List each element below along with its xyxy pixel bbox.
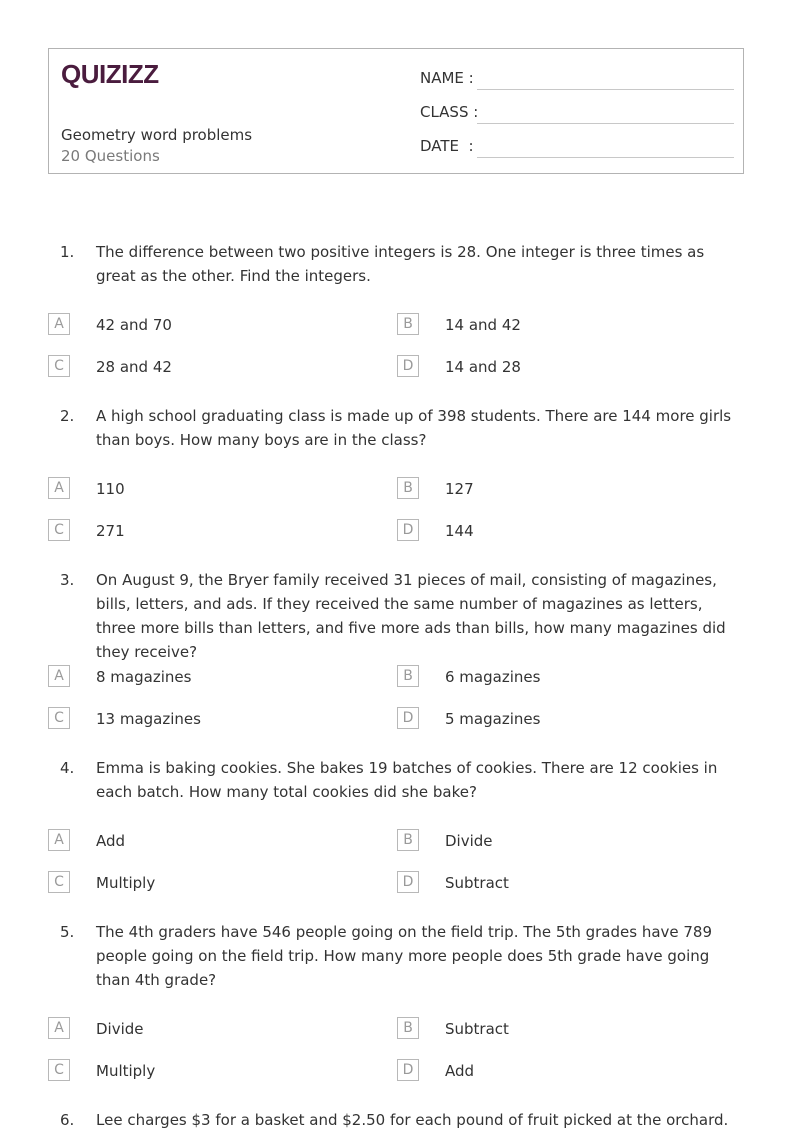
question-number: 3. — [60, 571, 75, 589]
date-field[interactable] — [420, 134, 734, 158]
name-label: NAME : — [420, 69, 474, 87]
option-letter-box: B — [397, 313, 419, 335]
option-text: 28 and 42 — [96, 358, 172, 376]
option-letter-box: C — [48, 1059, 70, 1081]
option-text: Multiply — [96, 874, 156, 892]
option-text: 127 — [445, 480, 474, 498]
option-text: 42 and 70 — [96, 316, 172, 334]
option-letter-box: C — [48, 519, 70, 541]
option-text: 5 magazines — [445, 710, 541, 728]
option-letter-box: A — [48, 665, 70, 687]
option-text: Add — [445, 1062, 475, 1080]
option-letter-box: A — [48, 477, 70, 499]
class-field[interactable] — [420, 100, 734, 124]
question-number: 6. — [60, 1111, 75, 1129]
option-text: 14 and 28 — [445, 358, 521, 376]
option-letter-box: D — [397, 1059, 419, 1081]
question-text: The difference between two positive integers is 28. One integer is three times as great as the other. Find the integers. — [96, 243, 705, 285]
option-letter-box: B — [397, 665, 419, 687]
option-text: 110 — [96, 480, 125, 498]
option-letter-box: C — [48, 355, 70, 377]
worksheet-header — [48, 48, 744, 174]
option-text: Multiply — [96, 1062, 156, 1080]
option-text: 144 — [445, 522, 474, 540]
option-letter-box: B — [397, 477, 419, 499]
name-line[interactable] — [477, 89, 734, 90]
date-line[interactable] — [477, 157, 734, 158]
option-text: Subtract — [445, 1020, 509, 1038]
option-letter-box: A — [48, 829, 70, 851]
option-letter-box: D — [397, 871, 419, 893]
question-text: The 4th graders have 546 people going on the field trip. The 5th grades have 789 people going on the field trip. How many more people does 5th grade have going than 4th grade? — [96, 923, 713, 989]
option-letter-box: A — [48, 313, 70, 335]
option-letter-box: D — [397, 355, 419, 377]
date-label: DATE : — [420, 137, 474, 155]
option-letter-box: C — [48, 707, 70, 729]
worksheet-title: Geometry word problems — [61, 126, 253, 144]
option-text: Divide — [96, 1020, 144, 1038]
option-text: 271 — [96, 522, 125, 540]
option-text: 14 and 42 — [445, 316, 521, 334]
class-line[interactable] — [477, 123, 734, 124]
option-letter-box: B — [397, 1017, 419, 1039]
question-text: A high school graduating class is made up of 398 students. There are 144 more girls than boys. How many boys are in the class? — [96, 407, 732, 449]
question-text: Emma is baking cookies. She bakes 19 batches of cookies. There are 12 cookies in each batch. How many total cookies did she bake? — [96, 759, 718, 801]
option-letter-box: D — [397, 519, 419, 541]
option-text: Add — [96, 832, 126, 850]
question-text: On August 9, the Bryer family received 31 pieces of mail, consisting of magazines, bills, letters, and ads. If they received the same number of magazines as letters, three more bills than letters, and five more ads than bills, how many magazines did they receive? — [96, 571, 726, 661]
option-text: Subtract — [445, 874, 509, 892]
name-field[interactable] — [420, 66, 734, 90]
option-letter-box: B — [397, 829, 419, 851]
option-letter-box: D — [397, 707, 419, 729]
option-text: 13 magazines — [96, 710, 201, 728]
option-text: Divide — [445, 832, 493, 850]
option-letter-box: A — [48, 1017, 70, 1039]
class-label: CLASS : — [420, 103, 479, 121]
quizizz-logo: QUIZIZZ — [61, 59, 159, 89]
question-text: Lee charges $3 for a basket and $2.50 for each pound of fruit picked at the orchard. — [96, 1111, 729, 1129]
option-text: 8 magazines — [96, 668, 192, 686]
question-number: 5. — [60, 923, 75, 941]
question-number: 2. — [60, 407, 75, 425]
option-letter-box: C — [48, 871, 70, 893]
option-text: 6 magazines — [445, 668, 541, 686]
question-number: 1. — [60, 243, 75, 261]
question-number: 4. — [60, 759, 75, 777]
question-count: 20 Questions — [61, 147, 160, 165]
